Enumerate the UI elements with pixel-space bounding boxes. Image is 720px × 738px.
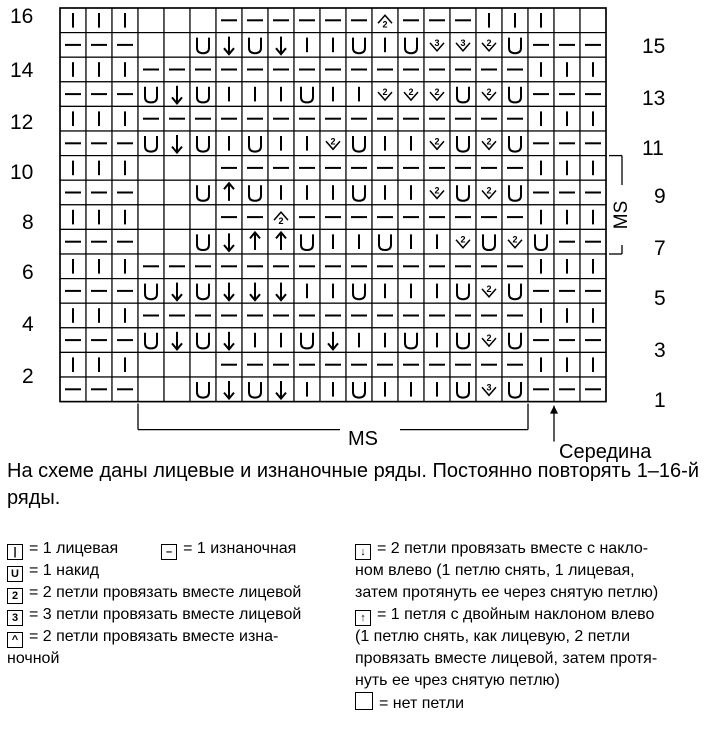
- sk2p-symbol-icon: ↑: [355, 610, 371, 626]
- ssk-symbol-icon: ↓: [355, 544, 371, 560]
- grid-cell: [138, 8, 164, 33]
- decrease-count: 2: [278, 216, 284, 227]
- legend-sk2p-line2: [355, 626, 715, 648]
- legend-sk2p-line4: [355, 670, 715, 692]
- decrease-count: 2: [434, 87, 440, 98]
- row-label-12: 12: [10, 111, 34, 134]
- legend-sk2p-line3: [355, 648, 715, 670]
- row-label-8: 8: [22, 211, 34, 234]
- legend-ssk-line3: [355, 582, 715, 604]
- row-label-7: 7: [654, 237, 666, 260]
- legend-ssk: [355, 538, 715, 560]
- grid-cell: [164, 180, 190, 205]
- legend-yo-text: = 1 накид: [29, 562, 100, 579]
- legend-ssk-line2: [355, 560, 715, 582]
- legend-none-text: = нет петли: [379, 695, 465, 712]
- row-label-10: 10: [10, 161, 34, 184]
- yarnover-symbol-icon: U: [7, 566, 23, 582]
- no-stitch-symbol-icon: [355, 692, 373, 710]
- decrease-count: 2: [408, 87, 414, 98]
- legend-ssk-text-2: ном влево (1 петлю снять, 1 лицевая,: [355, 562, 635, 579]
- grid-cell: [164, 156, 190, 181]
- grid-cell: [580, 8, 606, 33]
- legend-right: [355, 538, 715, 715]
- grid-cell: [138, 156, 164, 181]
- row-label-13: 13: [642, 87, 666, 110]
- row-label-6: 6: [22, 261, 34, 284]
- ms-side-label: MS: [611, 200, 633, 230]
- grid-cell: [554, 8, 580, 33]
- legend-k1: [7, 538, 357, 560]
- decrease-count: 2: [512, 234, 518, 245]
- purl-symbol-icon: –: [161, 544, 177, 560]
- row-label-1: 1: [654, 389, 666, 412]
- row-label-15: 15: [642, 35, 666, 58]
- legend-k1-text: = 1 лицевая: [29, 540, 119, 557]
- decrease-count: 2: [486, 283, 492, 294]
- row-label-11: 11: [642, 137, 664, 160]
- grid-cell: [138, 352, 164, 377]
- decrease-count: 2: [486, 136, 492, 147]
- legend-ssk-text-1: = 2 петли провязать вместе с накло-: [377, 540, 649, 557]
- center-label: Середина: [559, 441, 652, 463]
- legend-sk2p-text-3: провязать вместе лицевой, затем протя-: [355, 650, 658, 667]
- grid-cell: [138, 180, 164, 205]
- grid-cell: [138, 229, 164, 254]
- grid-cell: [138, 33, 164, 58]
- grid-cell: [164, 33, 190, 58]
- k2tog-symbol-icon: 2: [7, 588, 23, 604]
- legend-k2tog: [7, 582, 357, 604]
- legend-sk2p-text-1: = 1 петля с двойным наклоном влево: [377, 606, 655, 623]
- chart-caption: На схеме даны лицевые и изнаночные ряды. Постоянно повторять 1–16-й ряды.: [7, 460, 700, 509]
- k3tog-symbol-icon: 3: [7, 610, 23, 626]
- decrease-count: 2: [486, 37, 492, 48]
- center-marker-arrow: [550, 406, 558, 414]
- legend-ssk-text-3: затем протянуть ее через снятую петлю): [355, 584, 659, 601]
- decrease-count: 2: [382, 19, 388, 30]
- decrease-count: 2: [486, 333, 492, 344]
- decrease-count: 2: [382, 87, 388, 98]
- legend-p2tog: [7, 626, 357, 648]
- knit-symbol-icon: |: [7, 544, 23, 560]
- decrease-count: 2: [434, 185, 440, 196]
- row-label-4: 4: [22, 313, 34, 336]
- decrease-count: 2: [486, 185, 492, 196]
- grid-cell: [190, 8, 216, 33]
- decrease-count: 3: [434, 37, 440, 48]
- legend-p2tog-text-2: ночной: [7, 650, 60, 667]
- legend-k3tog: [7, 604, 357, 626]
- legend-none: [355, 692, 715, 715]
- decrease-count: 2: [330, 136, 336, 147]
- legend-sk2p-text-4: нуть ее чрез снятую петлю): [355, 672, 560, 689]
- decrease-count: 2: [460, 234, 466, 245]
- grid-cell: [164, 205, 190, 230]
- row-label-2: 2: [22, 365, 34, 388]
- legend-p1-text: = 1 изнаночная: [183, 540, 297, 557]
- grid-cell: [164, 8, 190, 33]
- p2tog-symbol-icon: ^: [7, 632, 23, 648]
- grid-cell: [190, 205, 216, 230]
- row-label-5: 5: [654, 287, 666, 310]
- ms-bottom-label: MS: [348, 428, 378, 450]
- legend-k2tog-text: = 2 петли провязать вместе лицевой: [29, 584, 302, 601]
- row-label-14: 14: [10, 59, 34, 82]
- grid-cell: [164, 352, 190, 377]
- decrease-count: 2: [486, 87, 492, 98]
- row-label-9: 9: [654, 185, 666, 208]
- grid-cell: [164, 229, 190, 254]
- decrease-count: 2: [434, 136, 440, 147]
- legend-yo: [7, 560, 357, 582]
- row-label-16: 16: [10, 5, 34, 28]
- legend-p2tog-text-1: = 2 петли провязать вместе изна-: [29, 628, 279, 645]
- grid-cell: [190, 156, 216, 181]
- grid-cell: [138, 377, 164, 402]
- legend-left: [7, 538, 357, 670]
- row-label-3: 3: [654, 339, 666, 362]
- legend-sk2p: [355, 604, 715, 626]
- decrease-count: 3: [460, 37, 466, 48]
- grid-cell: [190, 352, 216, 377]
- legend-p2tog-cont: [7, 648, 357, 670]
- decrease-count: 3: [486, 382, 492, 393]
- grid-cell: [164, 377, 190, 402]
- legend-k3tog-text: = 3 петли провязать вместе лицевой: [29, 606, 302, 623]
- grid-cell: [138, 205, 164, 230]
- legend-sk2p-text-2: (1 петлю снять, как лицевую, 2 петли: [355, 628, 631, 645]
